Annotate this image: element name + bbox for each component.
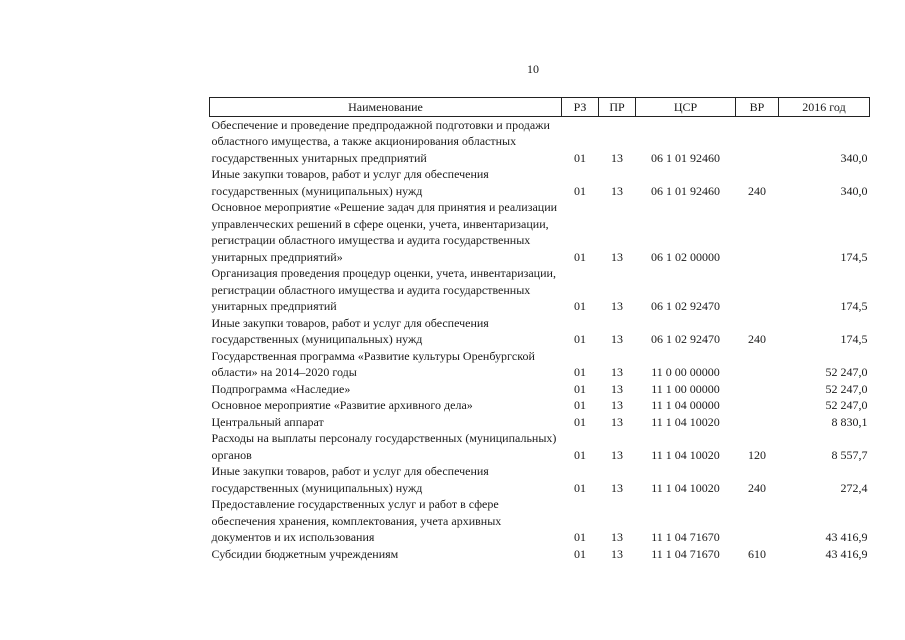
cell-rz: 01 bbox=[574, 299, 586, 313]
cell-vr bbox=[736, 265, 779, 315]
cell-rz: 01 bbox=[574, 546, 586, 561]
cell-sum: 340,0 bbox=[840, 183, 868, 198]
cell-name: Основное мероприятие «Решение задач для принятия и реализации управленческих решений в сфере оценки, учета, инвентаризации, регистрации областного имущества и аудита государственных унитарных предприятий» bbox=[211, 200, 558, 264]
cell-csr: 06 1 01 92460 bbox=[651, 183, 720, 198]
cell-pr: 13 bbox=[611, 546, 623, 561]
cell-vr bbox=[736, 496, 779, 546]
cell-name: Обеспечение и проведение предпродажной подготовки и продажи областного имущества, а также акционирования областных государственных унитарных предприятий bbox=[211, 117, 550, 165]
cell-pr: 13 bbox=[611, 414, 623, 429]
cell-rz: 01 bbox=[574, 398, 586, 412]
cell-rz: 01 bbox=[574, 365, 586, 379]
cell-vr bbox=[736, 381, 779, 398]
header-pr: ПР bbox=[599, 98, 636, 117]
cell-name: Иные закупки товаров, работ и услуг для обеспечения государственных (муниципальных) нужд bbox=[211, 167, 489, 198]
cell-rz: 01 bbox=[574, 381, 586, 396]
cell-csr: 06 1 02 00000 bbox=[651, 249, 720, 264]
header-year: 2016 год bbox=[779, 98, 870, 117]
cell-sum: 272,4 bbox=[840, 480, 868, 495]
cell-name: Подпрограмма «Наследие» bbox=[211, 381, 351, 396]
cell-name: Предоставление государственных услуг и работ в сфере обеспечения хранения, комплектования, учета архивных документов и их использования bbox=[211, 497, 502, 544]
cell-vr: 240 bbox=[748, 480, 766, 495]
cell-pr: 13 bbox=[611, 249, 623, 264]
table-row bbox=[210, 315, 870, 348]
cell-sum: 8 557,7 bbox=[831, 447, 868, 462]
cell-csr: 06 1 02 92470 bbox=[651, 332, 720, 346]
table-row bbox=[210, 397, 870, 414]
cell-sum: 174,5 bbox=[840, 249, 868, 264]
cell-vr: 610 bbox=[748, 546, 766, 561]
cell-name: Иные закупки товаров, работ и услуг для обеспечения государственных (муниципальных) нужд bbox=[211, 464, 489, 495]
cell-name: Субсидии бюджетным учреждениям bbox=[211, 546, 399, 561]
table-row bbox=[210, 381, 870, 398]
cell-pr: 13 bbox=[611, 150, 623, 165]
cell-pr: 13 bbox=[611, 365, 623, 379]
cell-csr: 11 1 04 10020 bbox=[651, 447, 720, 462]
cell-pr: 13 bbox=[611, 299, 623, 313]
cell-pr: 13 bbox=[611, 398, 623, 412]
cell-vr bbox=[736, 414, 779, 431]
cell-sum: 43 416,9 bbox=[825, 546, 868, 561]
budget-table bbox=[209, 97, 870, 562]
cell-csr: 11 1 04 10020 bbox=[651, 480, 720, 495]
cell-sum: 52 247,0 bbox=[825, 365, 868, 379]
header-name: Наименование bbox=[210, 98, 562, 117]
cell-name: Государственная программа «Развитие культуры Оренбургской области» на 2014–2020 годы bbox=[211, 348, 535, 379]
cell-csr: 11 1 04 71670 bbox=[651, 530, 720, 544]
table-row bbox=[210, 166, 870, 199]
cell-rz: 01 bbox=[574, 414, 586, 429]
cell-csr: 11 1 04 10020 bbox=[651, 414, 720, 429]
cell-vr bbox=[736, 397, 779, 414]
cell-name: Основное мероприятие «Развитие архивного дела» bbox=[211, 398, 473, 412]
cell-csr: 06 1 01 92460 bbox=[651, 150, 720, 165]
cell-pr: 13 bbox=[611, 381, 623, 396]
cell-sum: 174,5 bbox=[840, 332, 868, 346]
cell-rz: 01 bbox=[574, 183, 586, 198]
header-csr: ЦСР bbox=[636, 98, 736, 117]
cell-sum: 340,0 bbox=[840, 150, 868, 165]
cell-csr: 06 1 02 92470 bbox=[651, 299, 720, 313]
cell-pr: 13 bbox=[611, 447, 623, 462]
table-row bbox=[210, 546, 870, 563]
table-row bbox=[210, 414, 870, 431]
table-row bbox=[210, 199, 870, 265]
header-vr: ВР bbox=[736, 98, 779, 117]
cell-vr: 240 bbox=[748, 183, 766, 198]
cell-name: Расходы на выплаты персоналу государственных (муниципальных) органов bbox=[211, 431, 557, 462]
cell-pr: 13 bbox=[611, 530, 623, 544]
cell-csr: 11 0 00 00000 bbox=[651, 365, 720, 379]
cell-pr: 13 bbox=[611, 480, 623, 495]
cell-sum: 174,5 bbox=[840, 299, 868, 313]
cell-sum: 8 830,1 bbox=[831, 414, 868, 429]
table-row bbox=[210, 265, 870, 315]
cell-rz: 01 bbox=[574, 150, 586, 165]
cell-sum: 52 247,0 bbox=[825, 381, 868, 396]
cell-rz: 01 bbox=[574, 480, 586, 495]
cell-rz: 01 bbox=[574, 447, 586, 462]
cell-pr: 13 bbox=[611, 332, 623, 346]
header-rz: РЗ bbox=[562, 98, 599, 117]
cell-sum: 43 416,9 bbox=[825, 530, 868, 544]
cell-name: Организация проведения процедур оценки, учета, инвентаризации, регистрации областного имущества и аудита государственных унитарных предприятий bbox=[211, 266, 556, 313]
cell-csr: 11 1 00 00000 bbox=[651, 381, 720, 396]
cell-csr: 11 1 04 00000 bbox=[651, 398, 720, 412]
cell-rz: 01 bbox=[574, 249, 586, 264]
cell-vr bbox=[736, 348, 779, 381]
cell-vr bbox=[736, 199, 779, 265]
page-number: 10 bbox=[527, 62, 539, 76]
cell-rz: 01 bbox=[574, 332, 586, 346]
cell-sum: 52 247,0 bbox=[825, 398, 868, 412]
cell-name: Центральный аппарат bbox=[211, 414, 324, 429]
table-header-row bbox=[210, 98, 870, 117]
cell-vr: 240 bbox=[748, 332, 766, 346]
table-row bbox=[210, 430, 870, 463]
table-row bbox=[210, 116, 870, 166]
cell-csr: 11 1 04 71670 bbox=[651, 546, 720, 561]
table-row bbox=[210, 496, 870, 546]
table-body bbox=[210, 116, 870, 562]
cell-vr bbox=[736, 116, 779, 166]
cell-vr: 120 bbox=[748, 447, 766, 462]
cell-rz: 01 bbox=[574, 530, 586, 544]
cell-pr: 13 bbox=[611, 183, 623, 198]
table-row bbox=[210, 348, 870, 381]
cell-name: Иные закупки товаров, работ и услуг для обеспечения государственных (муниципальных) нужд bbox=[211, 315, 489, 346]
table-row bbox=[210, 463, 870, 496]
